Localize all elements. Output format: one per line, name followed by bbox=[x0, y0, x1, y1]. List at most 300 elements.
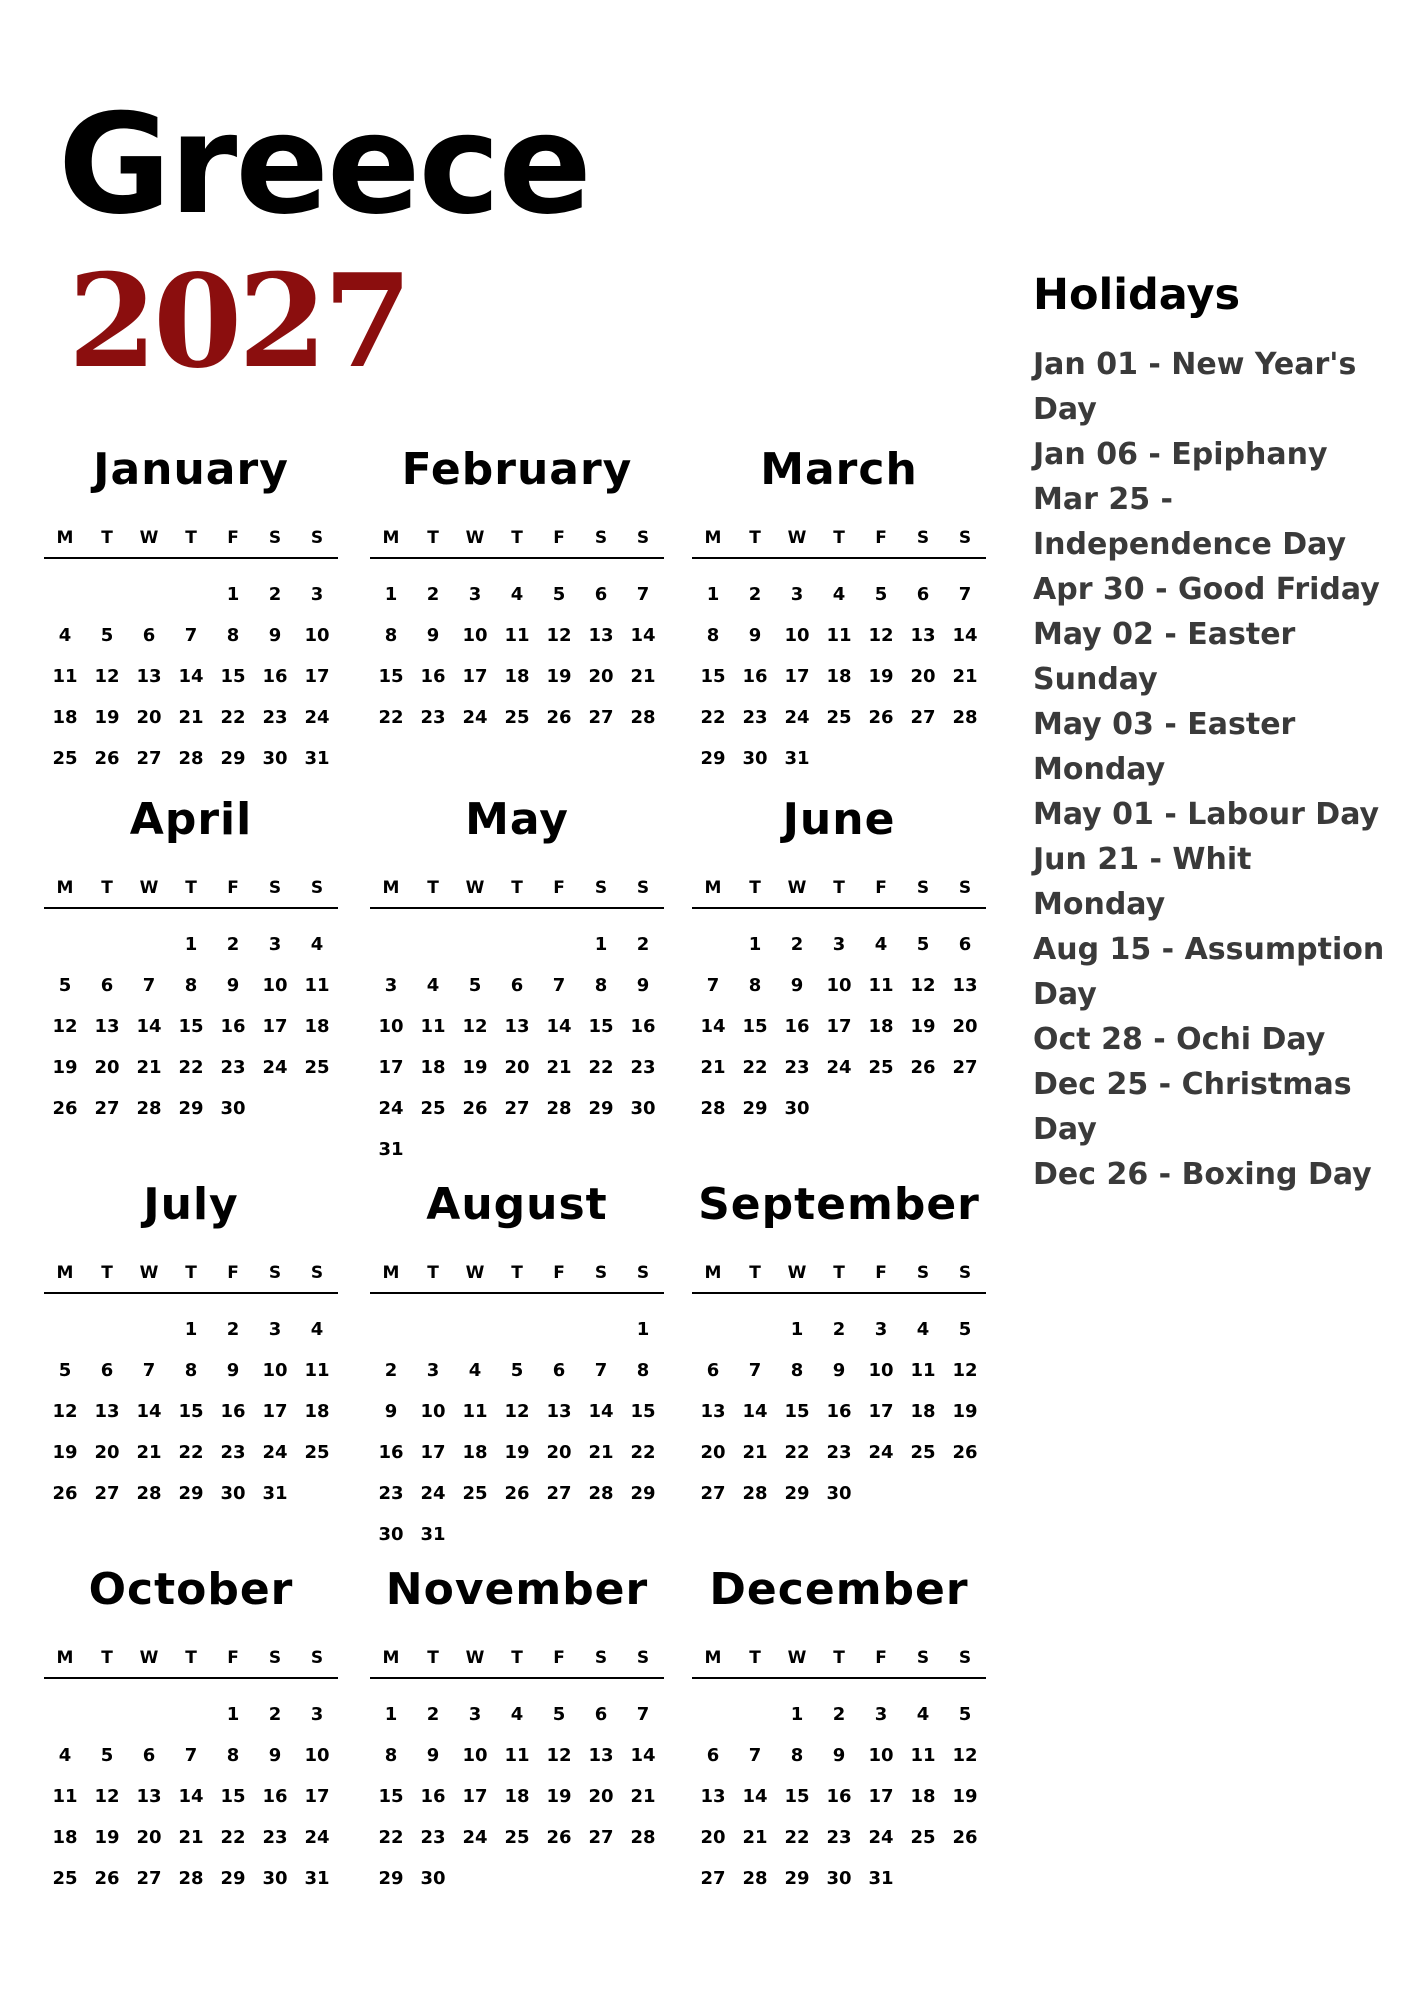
day-cell: 23 bbox=[826, 1442, 852, 1463]
header-rule bbox=[692, 907, 986, 909]
day-cell: 30 bbox=[826, 1483, 852, 1504]
day-cell: 20 bbox=[504, 1057, 530, 1078]
empty-cell bbox=[412, 924, 454, 965]
day-cell: 2 bbox=[268, 1704, 282, 1725]
weekday-label: T bbox=[101, 878, 113, 898]
empty-cell bbox=[128, 924, 170, 965]
day-cell: 6 bbox=[510, 975, 524, 996]
day-cell: 20 bbox=[94, 1442, 120, 1463]
day-cell: 8 bbox=[706, 625, 720, 646]
header-rule bbox=[370, 557, 664, 559]
header-rule bbox=[692, 1292, 986, 1294]
day-cell: 14 bbox=[952, 625, 978, 646]
day-cell: 5 bbox=[916, 934, 930, 955]
day-cell: 20 bbox=[700, 1442, 726, 1463]
weekday-label: T bbox=[749, 528, 761, 548]
weekday-label: F bbox=[875, 1648, 887, 1668]
weekday-label: M bbox=[704, 1263, 722, 1283]
day-grid bbox=[44, 574, 338, 779]
month-name: February bbox=[401, 444, 633, 495]
day-cell: 18 bbox=[462, 1442, 488, 1463]
day-cell: 5 bbox=[552, 1704, 566, 1725]
holiday-item: Jun 21 - Whit Monday bbox=[1033, 841, 1252, 922]
day-cell: 11 bbox=[462, 1401, 488, 1422]
day-cell: 31 bbox=[784, 748, 810, 769]
day-cell: 27 bbox=[504, 1098, 530, 1119]
weekday-label: W bbox=[787, 1263, 807, 1283]
day-cell: 14 bbox=[588, 1401, 614, 1422]
weekday-label: F bbox=[227, 1263, 239, 1283]
day-cell: 10 bbox=[784, 625, 810, 646]
weekday-label: T bbox=[511, 528, 523, 548]
weekday-label: W bbox=[787, 528, 807, 548]
day-cell: 6 bbox=[706, 1745, 720, 1766]
day-grid bbox=[370, 1694, 664, 1899]
weekday-header bbox=[692, 1263, 986, 1283]
day-cell: 31 bbox=[304, 1868, 330, 1889]
weekday-label: S bbox=[310, 528, 324, 548]
weekday-label: S bbox=[268, 878, 282, 898]
day-cell: 16 bbox=[220, 1016, 246, 1037]
day-cell: 15 bbox=[378, 666, 404, 687]
day-cell: 4 bbox=[58, 1745, 72, 1766]
day-cell: 3 bbox=[426, 1360, 440, 1381]
weekday-label: W bbox=[465, 528, 485, 548]
day-cell: 1 bbox=[790, 1319, 804, 1340]
empty-cell bbox=[86, 1694, 128, 1735]
day-cell: 21 bbox=[588, 1442, 614, 1463]
day-cell: 21 bbox=[630, 666, 656, 687]
day-cell: 25 bbox=[504, 707, 530, 728]
day-cell: 25 bbox=[504, 1827, 530, 1848]
month-name: November bbox=[385, 1564, 649, 1615]
day-cell: 16 bbox=[742, 666, 768, 687]
day-cell: 25 bbox=[868, 1057, 894, 1078]
month-name: December bbox=[709, 1564, 969, 1615]
day-cell: 28 bbox=[742, 1868, 768, 1889]
weekday-label: S bbox=[636, 1648, 650, 1668]
weekday-label: T bbox=[833, 1263, 845, 1283]
day-cell: 11 bbox=[868, 975, 894, 996]
day-cell: 14 bbox=[178, 666, 204, 687]
day-cell: 5 bbox=[510, 1360, 524, 1381]
day-cell: 30 bbox=[742, 748, 768, 769]
weekday-label: F bbox=[227, 1648, 239, 1668]
day-cell: 13 bbox=[910, 625, 936, 646]
day-cell: 23 bbox=[420, 1827, 446, 1848]
header-rule bbox=[44, 1677, 338, 1679]
day-cell: 16 bbox=[378, 1442, 404, 1463]
day-cell: 3 bbox=[874, 1319, 888, 1340]
day-cell: 28 bbox=[630, 707, 656, 728]
day-cell: 9 bbox=[268, 625, 282, 646]
day-cell: 27 bbox=[94, 1098, 120, 1119]
day-cell: 8 bbox=[636, 1360, 650, 1381]
day-cell: 26 bbox=[952, 1827, 978, 1848]
day-cell: 13 bbox=[700, 1786, 726, 1807]
day-cell: 18 bbox=[420, 1057, 446, 1078]
day-cell: 19 bbox=[52, 1057, 78, 1078]
weekday-header bbox=[370, 878, 664, 898]
weekday-label: T bbox=[749, 1263, 761, 1283]
day-cell: 19 bbox=[952, 1786, 978, 1807]
weekday-label: T bbox=[833, 528, 845, 548]
day-cell: 17 bbox=[304, 666, 330, 687]
day-cell: 20 bbox=[588, 1786, 614, 1807]
weekday-label: M bbox=[382, 528, 400, 548]
empty-cell bbox=[44, 1694, 86, 1735]
day-cell: 14 bbox=[136, 1016, 162, 1037]
weekday-label: F bbox=[227, 528, 239, 548]
weekday-label: T bbox=[101, 1263, 113, 1283]
day-cell: 26 bbox=[94, 1868, 120, 1889]
header-rule bbox=[44, 1292, 338, 1294]
day-cell: 21 bbox=[742, 1442, 768, 1463]
day-cell: 21 bbox=[700, 1057, 726, 1078]
day-cell: 13 bbox=[504, 1016, 530, 1037]
day-grid bbox=[692, 924, 986, 1129]
day-cell: 11 bbox=[910, 1360, 936, 1381]
day-cell: 23 bbox=[420, 707, 446, 728]
day-cell: 24 bbox=[378, 1098, 404, 1119]
day-cell: 8 bbox=[790, 1360, 804, 1381]
day-cell: 4 bbox=[58, 625, 72, 646]
day-cell: 29 bbox=[742, 1098, 768, 1119]
weekday-header bbox=[370, 1263, 664, 1283]
holiday-item: Jan 01 - New Year's Day bbox=[1033, 346, 1357, 427]
day-cell: 12 bbox=[462, 1016, 488, 1037]
day-cell: 3 bbox=[790, 584, 804, 605]
day-cell: 10 bbox=[420, 1401, 446, 1422]
day-cell: 30 bbox=[220, 1483, 246, 1504]
empty-cell bbox=[734, 1309, 776, 1350]
holiday-list bbox=[1033, 342, 1393, 1197]
day-cell: 3 bbox=[468, 584, 482, 605]
weekday-label: T bbox=[185, 1263, 197, 1283]
day-cell: 31 bbox=[304, 748, 330, 769]
day-cell: 8 bbox=[384, 625, 398, 646]
day-cell: 10 bbox=[262, 1360, 288, 1381]
day-cell: 5 bbox=[100, 1745, 114, 1766]
header-rule bbox=[370, 1292, 664, 1294]
day-cell: 21 bbox=[546, 1057, 572, 1078]
day-cell: 21 bbox=[952, 666, 978, 687]
weekday-label: T bbox=[185, 528, 197, 548]
weekday-label: M bbox=[704, 528, 722, 548]
day-cell: 12 bbox=[52, 1401, 78, 1422]
month-august bbox=[370, 1175, 664, 1545]
weekday-label: M bbox=[56, 1648, 74, 1668]
weekday-label: T bbox=[185, 1648, 197, 1668]
day-cell: 8 bbox=[790, 1745, 804, 1766]
day-grid bbox=[44, 1309, 338, 1514]
empty-cell bbox=[44, 574, 86, 615]
day-cell: 29 bbox=[178, 1483, 204, 1504]
day-cell: 21 bbox=[136, 1057, 162, 1078]
day-cell: 27 bbox=[588, 707, 614, 728]
day-cell: 29 bbox=[220, 1868, 246, 1889]
weekday-label: T bbox=[427, 878, 439, 898]
day-cell: 17 bbox=[868, 1786, 894, 1807]
day-cell: 14 bbox=[178, 1786, 204, 1807]
day-cell: 13 bbox=[700, 1401, 726, 1422]
holidays-panel bbox=[1033, 270, 1393, 1197]
weekday-label: T bbox=[749, 1648, 761, 1668]
day-cell: 18 bbox=[910, 1401, 936, 1422]
weekday-header bbox=[44, 878, 338, 898]
month-name: May bbox=[465, 794, 569, 845]
day-cell: 22 bbox=[378, 707, 404, 728]
day-cell: 5 bbox=[58, 975, 72, 996]
weekday-header bbox=[44, 1648, 338, 1668]
day-cell: 9 bbox=[748, 625, 762, 646]
weekday-label: S bbox=[636, 1263, 650, 1283]
holidays-title: Holidays bbox=[1033, 270, 1241, 320]
day-cell: 6 bbox=[594, 1704, 608, 1725]
day-cell: 25 bbox=[462, 1483, 488, 1504]
day-cell: 11 bbox=[504, 1745, 530, 1766]
day-cell: 18 bbox=[868, 1016, 894, 1037]
weekday-label: T bbox=[427, 1263, 439, 1283]
month-december bbox=[692, 1560, 986, 1920]
weekday-label: W bbox=[465, 878, 485, 898]
month-may bbox=[370, 790, 664, 1160]
weekday-label: T bbox=[833, 1648, 845, 1668]
day-cell: 5 bbox=[874, 584, 888, 605]
weekday-label: W bbox=[139, 878, 159, 898]
day-cell: 10 bbox=[304, 625, 330, 646]
day-cell: 3 bbox=[468, 1704, 482, 1725]
weekday-header bbox=[692, 528, 986, 548]
weekday-label: W bbox=[465, 1263, 485, 1283]
weekday-header bbox=[370, 528, 664, 548]
day-cell: 26 bbox=[546, 1827, 572, 1848]
empty-cell bbox=[44, 924, 86, 965]
day-cell: 25 bbox=[52, 748, 78, 769]
day-cell: 9 bbox=[790, 975, 804, 996]
empty-cell bbox=[580, 1309, 622, 1350]
weekday-label: M bbox=[382, 878, 400, 898]
header-rule bbox=[44, 557, 338, 559]
day-cell: 25 bbox=[910, 1827, 936, 1848]
day-cell: 26 bbox=[94, 748, 120, 769]
day-cell: 13 bbox=[952, 975, 978, 996]
day-cell: 20 bbox=[136, 1827, 162, 1848]
day-cell: 17 bbox=[868, 1401, 894, 1422]
weekday-label: M bbox=[704, 878, 722, 898]
day-cell: 26 bbox=[546, 707, 572, 728]
month-name: August bbox=[426, 1179, 608, 1230]
day-cell: 19 bbox=[868, 666, 894, 687]
day-cell: 1 bbox=[384, 584, 398, 605]
day-cell: 21 bbox=[742, 1827, 768, 1848]
day-cell: 30 bbox=[378, 1524, 404, 1545]
day-cell: 1 bbox=[184, 1319, 198, 1340]
day-cell: 22 bbox=[742, 1057, 768, 1078]
day-cell: 4 bbox=[468, 1360, 482, 1381]
day-grid bbox=[692, 1309, 986, 1514]
weekday-label: S bbox=[916, 878, 930, 898]
day-cell: 13 bbox=[546, 1401, 572, 1422]
weekday-label: S bbox=[594, 878, 608, 898]
day-cell: 6 bbox=[706, 1360, 720, 1381]
day-cell: 15 bbox=[700, 666, 726, 687]
day-cell: 13 bbox=[94, 1401, 120, 1422]
day-cell: 2 bbox=[790, 934, 804, 955]
empty-cell bbox=[370, 924, 412, 965]
day-cell: 27 bbox=[136, 748, 162, 769]
empty-cell bbox=[692, 1309, 734, 1350]
day-cell: 22 bbox=[178, 1057, 204, 1078]
day-cell: 29 bbox=[378, 1868, 404, 1889]
day-cell: 20 bbox=[952, 1016, 978, 1037]
month-november bbox=[370, 1560, 664, 1920]
day-cell: 1 bbox=[184, 934, 198, 955]
month-name: June bbox=[782, 794, 896, 845]
day-cell: 15 bbox=[378, 1786, 404, 1807]
day-cell: 30 bbox=[826, 1868, 852, 1889]
day-cell: 7 bbox=[184, 625, 198, 646]
weekday-label: S bbox=[594, 1648, 608, 1668]
day-cell: 24 bbox=[868, 1442, 894, 1463]
day-cell: 4 bbox=[310, 934, 324, 955]
day-cell: 12 bbox=[952, 1360, 978, 1381]
day-cell: 28 bbox=[136, 1098, 162, 1119]
day-cell: 5 bbox=[552, 584, 566, 605]
day-cell: 17 bbox=[378, 1057, 404, 1078]
day-cell: 6 bbox=[142, 1745, 156, 1766]
day-cell: 8 bbox=[594, 975, 608, 996]
day-cell: 25 bbox=[304, 1057, 330, 1078]
weekday-label: S bbox=[310, 878, 324, 898]
day-cell: 11 bbox=[304, 1360, 330, 1381]
month-name: July bbox=[143, 1179, 239, 1230]
day-cell: 10 bbox=[462, 1745, 488, 1766]
day-cell: 3 bbox=[268, 1319, 282, 1340]
weekday-label: F bbox=[227, 878, 239, 898]
day-cell: 1 bbox=[594, 934, 608, 955]
day-cell: 29 bbox=[178, 1098, 204, 1119]
day-cell: 9 bbox=[226, 1360, 240, 1381]
day-cell: 28 bbox=[630, 1827, 656, 1848]
day-cell: 8 bbox=[184, 975, 198, 996]
empty-cell bbox=[86, 924, 128, 965]
month-july bbox=[44, 1175, 338, 1535]
header-rule bbox=[44, 907, 338, 909]
weekday-label: S bbox=[958, 1263, 972, 1283]
weekday-label: S bbox=[636, 528, 650, 548]
month-april bbox=[44, 790, 338, 1150]
day-cell: 27 bbox=[700, 1868, 726, 1889]
day-cell: 22 bbox=[178, 1442, 204, 1463]
day-cell: 24 bbox=[462, 707, 488, 728]
day-cell: 2 bbox=[636, 934, 650, 955]
day-cell: 2 bbox=[426, 1704, 440, 1725]
day-cell: 24 bbox=[420, 1483, 446, 1504]
empty-cell bbox=[538, 924, 580, 965]
day-cell: 10 bbox=[868, 1360, 894, 1381]
day-cell: 23 bbox=[630, 1057, 656, 1078]
weekday-label: S bbox=[958, 878, 972, 898]
day-cell: 14 bbox=[700, 1016, 726, 1037]
day-cell: 15 bbox=[220, 1786, 246, 1807]
day-cell: 1 bbox=[226, 584, 240, 605]
day-cell: 24 bbox=[462, 1827, 488, 1848]
day-cell: 21 bbox=[178, 707, 204, 728]
empty-cell bbox=[538, 1309, 580, 1350]
day-cell: 23 bbox=[742, 707, 768, 728]
day-cell: 21 bbox=[178, 1827, 204, 1848]
day-cell: 10 bbox=[304, 1745, 330, 1766]
header-rule bbox=[370, 1677, 664, 1679]
day-cell: 26 bbox=[504, 1483, 530, 1504]
day-grid bbox=[44, 924, 338, 1129]
day-cell: 29 bbox=[220, 748, 246, 769]
year-label: 2027 bbox=[68, 247, 409, 397]
day-cell: 24 bbox=[784, 707, 810, 728]
weekday-label: F bbox=[875, 878, 887, 898]
day-cell: 3 bbox=[384, 975, 398, 996]
day-cell: 17 bbox=[462, 666, 488, 687]
day-grid bbox=[370, 924, 664, 1170]
weekday-label: S bbox=[958, 528, 972, 548]
day-cell: 27 bbox=[546, 1483, 572, 1504]
day-cell: 19 bbox=[94, 707, 120, 728]
day-cell: 2 bbox=[832, 1319, 846, 1340]
weekday-header bbox=[692, 1648, 986, 1668]
day-cell: 2 bbox=[748, 584, 762, 605]
day-cell: 8 bbox=[226, 1745, 240, 1766]
weekday-label: T bbox=[101, 528, 113, 548]
month-march bbox=[692, 440, 986, 800]
day-cell: 20 bbox=[588, 666, 614, 687]
weekday-label: T bbox=[511, 1263, 523, 1283]
day-cell: 25 bbox=[826, 707, 852, 728]
empty-cell bbox=[86, 1309, 128, 1350]
day-cell: 13 bbox=[588, 1745, 614, 1766]
weekday-label: T bbox=[749, 878, 761, 898]
day-cell: 19 bbox=[546, 666, 572, 687]
day-cell: 23 bbox=[784, 1057, 810, 1078]
empty-cell bbox=[496, 924, 538, 965]
day-cell: 11 bbox=[52, 666, 78, 687]
day-cell: 6 bbox=[142, 625, 156, 646]
day-cell: 27 bbox=[910, 707, 936, 728]
day-cell: 8 bbox=[384, 1745, 398, 1766]
day-cell: 20 bbox=[700, 1827, 726, 1848]
day-cell: 8 bbox=[184, 1360, 198, 1381]
holiday-item: May 01 - Labour Day bbox=[1033, 796, 1380, 832]
day-cell: 9 bbox=[636, 975, 650, 996]
month-name: October bbox=[88, 1564, 294, 1615]
empty-cell bbox=[370, 1309, 412, 1350]
weekday-label: W bbox=[787, 878, 807, 898]
month-september bbox=[692, 1175, 986, 1535]
day-cell: 19 bbox=[504, 1442, 530, 1463]
weekday-label: T bbox=[833, 878, 845, 898]
day-cell: 18 bbox=[504, 1786, 530, 1807]
day-cell: 23 bbox=[378, 1483, 404, 1504]
day-cell: 23 bbox=[262, 707, 288, 728]
day-cell: 23 bbox=[220, 1057, 246, 1078]
day-cell: 29 bbox=[588, 1098, 614, 1119]
weekday-label: W bbox=[139, 528, 159, 548]
empty-cell bbox=[692, 1694, 734, 1735]
empty-cell bbox=[496, 1309, 538, 1350]
day-cell: 29 bbox=[700, 748, 726, 769]
weekday-label: F bbox=[553, 528, 565, 548]
day-cell: 28 bbox=[700, 1098, 726, 1119]
